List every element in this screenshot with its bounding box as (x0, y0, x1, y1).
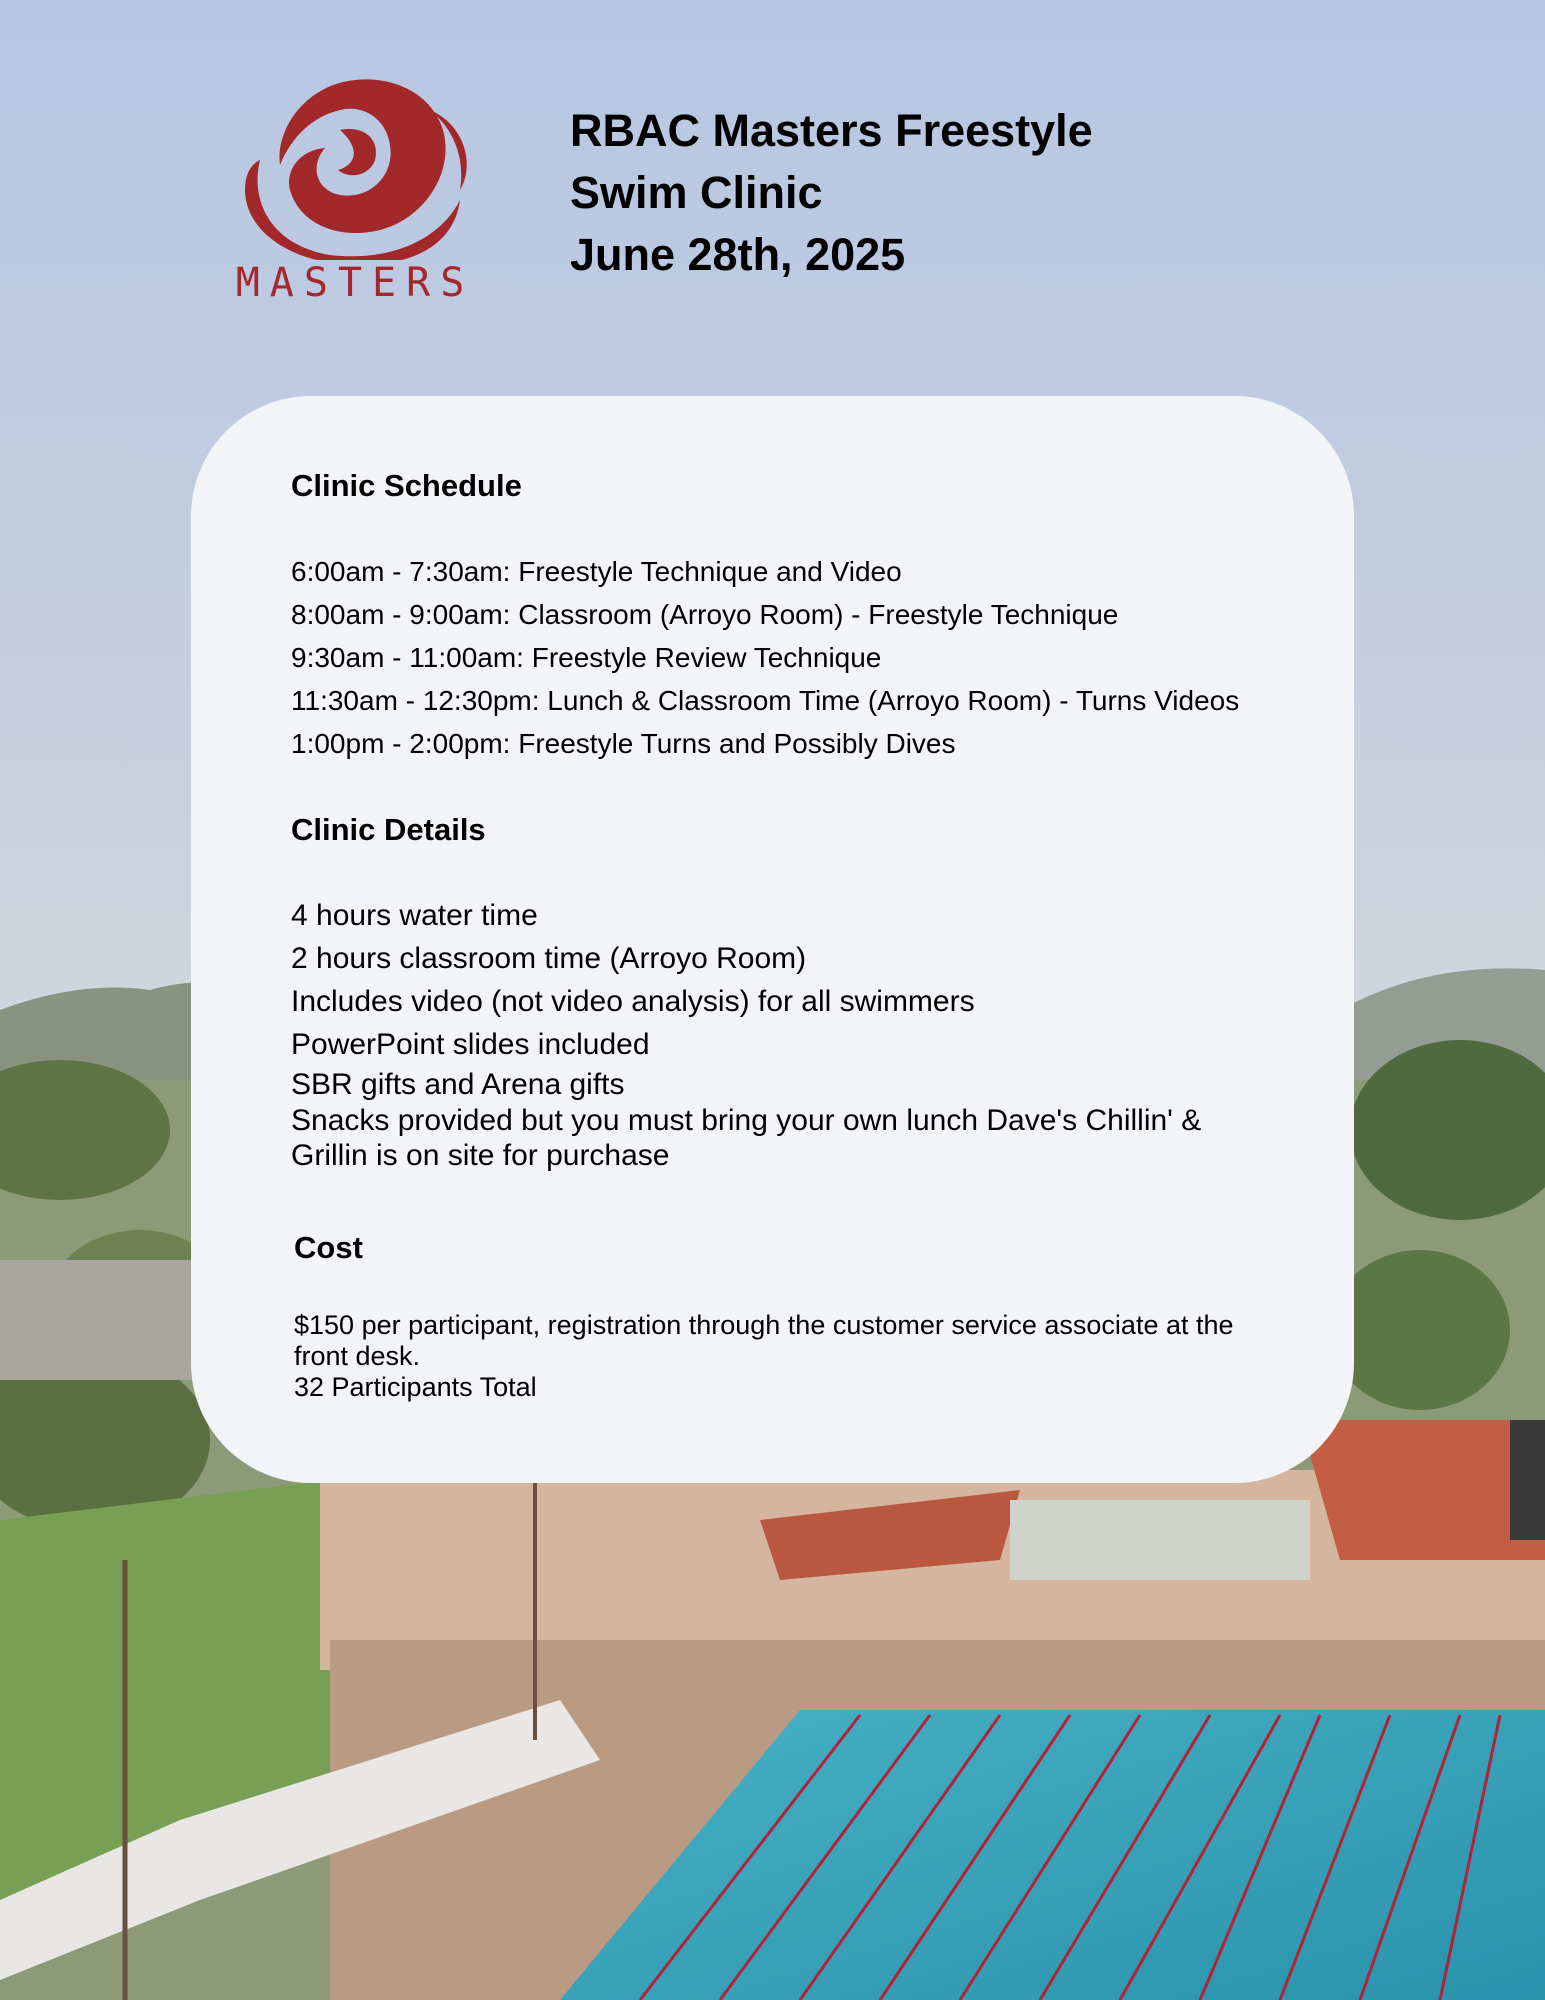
details-item: 4 hours water time (291, 899, 538, 932)
details-list (291, 894, 1271, 1173)
schedule-item: 9:30am - 11:00am: Freestyle Review Technique (291, 642, 882, 673)
details-item: Snacks provided but you must bring your own lunch Dave's Chillin' & Grillin is on site for purchase (291, 1104, 1202, 1172)
details-heading: Clinic Details (291, 812, 486, 847)
schedule-item: 8:00am - 9:00am: Classroom (Arroyo Room) - Freestyle Technique (291, 599, 1119, 630)
schedule-item: 1:00pm - 2:00pm: Freestyle Turns and Possibly Dives (291, 728, 956, 759)
cost-price: $150 per participant, registration through the customer service associate at the front desk. (294, 1310, 1234, 1371)
details-item: 2 hours classroom time (Arroyo Room) (291, 942, 807, 975)
rose-icon (190, 70, 520, 260)
info-card (191, 396, 1354, 1483)
details-item: SBR gifts and Arena gifts (291, 1068, 625, 1101)
title-line-2: Swim Clinic (570, 167, 823, 218)
schedule-item: 11:30am - 12:30pm: Lunch & Classroom Time (Arroyo Room) - Turns Videos (291, 685, 1240, 716)
details-item: Includes video (not video analysis) for all swimmers (291, 985, 975, 1018)
cost-participants: 32 Participants Total (294, 1372, 537, 1402)
page-title (570, 100, 1190, 286)
details-item: PowerPoint slides included (291, 1028, 650, 1061)
logo-wordmark: MASTERS (235, 260, 475, 306)
schedule-list (291, 550, 1239, 765)
title-line-1: RBAC Masters Freestyle (570, 105, 1093, 156)
masters-logo (190, 70, 520, 310)
cost-heading: Cost (294, 1230, 363, 1265)
event-date: June 28th, 2025 (570, 229, 906, 280)
cost-list (294, 1310, 1254, 1403)
schedule-item: 6:00am - 7:30am: Freestyle Technique and Video (291, 556, 902, 587)
schedule-heading: Clinic Schedule (291, 468, 522, 503)
